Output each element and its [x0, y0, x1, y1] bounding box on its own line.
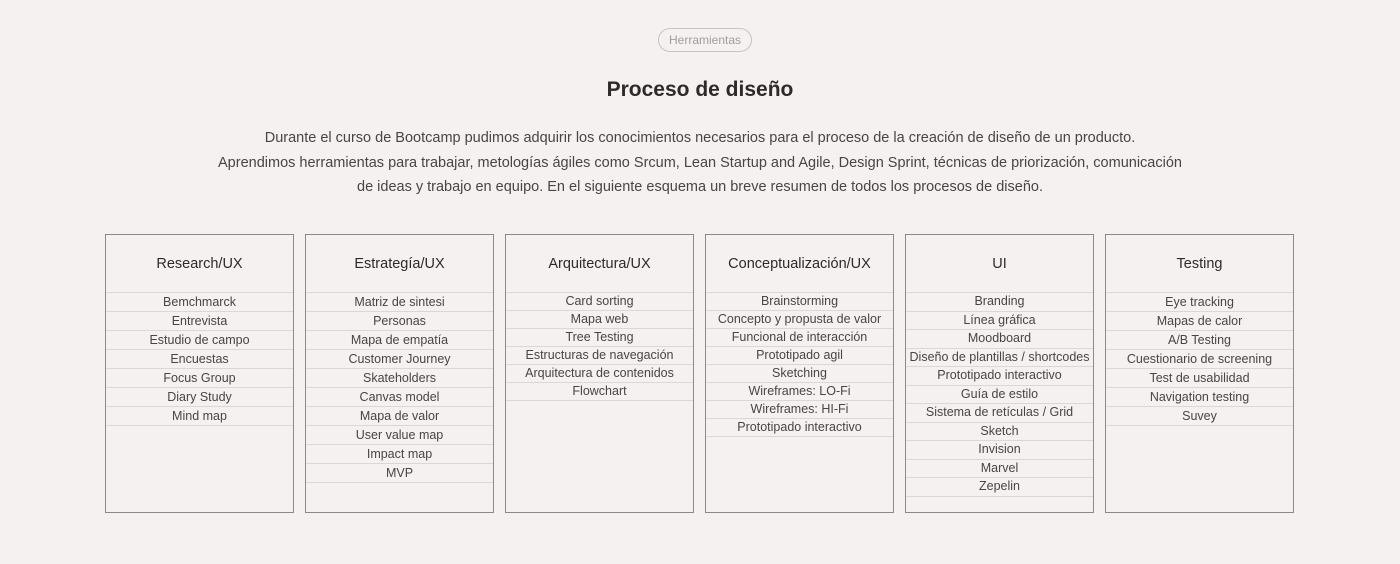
list-item: Personas [306, 312, 493, 331]
list-item: Skateholders [306, 369, 493, 388]
list-item: Mapa de empatía [306, 331, 493, 350]
column-title: Testing [1106, 235, 1293, 293]
list-item: Flowchart [506, 383, 693, 401]
column-title: Conceptualización/UX [706, 235, 893, 293]
list-item: Eye tracking [1106, 293, 1293, 312]
list-item: Prototipado interactivo [906, 367, 1093, 386]
list-item: Card sorting [506, 293, 693, 311]
list-item: Wireframes: HI-Fi [706, 401, 893, 419]
list-item: MVP [306, 464, 493, 483]
column-title: Estrategía/UX [306, 235, 493, 293]
column-ui [905, 234, 1094, 513]
column-research-ux [105, 234, 294, 513]
page-title: Proceso de diseño [606, 78, 794, 101]
column-testing [1105, 234, 1294, 513]
column-items [506, 293, 693, 401]
list-item: A/B Testing [1106, 331, 1293, 350]
column-items [306, 293, 493, 483]
column-title: UI [906, 235, 1093, 293]
list-item: Arquitectura de contenidos [506, 365, 693, 383]
intro-line-3: de ideas y trabajo en equipo. En el siguiente esquema un breve resumen de todos los procesos de diseño. [357, 179, 1043, 195]
list-item: Branding [906, 293, 1093, 312]
column-estrategia-ux [305, 234, 494, 513]
list-item: Entrevista [106, 312, 293, 331]
list-item: Estructuras de navegación [506, 347, 693, 365]
list-item: Moodboard [906, 330, 1093, 349]
list-item: Mapa de valor [306, 407, 493, 426]
list-item: Línea gráfica [906, 312, 1093, 331]
list-item: Suvey [1106, 407, 1293, 426]
list-item: Tree Testing [506, 329, 693, 347]
intro-line-2: Aprendimos herramientas para trabajar, metologías ágiles como Srcum, Lean Startup and Agile, Design Sprint, técnicas de priorización, comunicación [218, 154, 1182, 171]
list-item: Estudio de campo [106, 331, 293, 350]
list-item: Diseño de plantillas / shortcodes [906, 349, 1093, 368]
column-title: Research/UX [106, 235, 293, 293]
list-item: Wireframes: LO-Fi [706, 383, 893, 401]
process-columns [105, 234, 1294, 513]
list-item: Zepelin [906, 478, 1093, 497]
list-item: Matriz de sintesi [306, 293, 493, 312]
column-items [706, 293, 893, 437]
list-item: Mapas de calor [1106, 312, 1293, 331]
list-item: Prototipado interactivo [706, 419, 893, 437]
column-arquitectura-ux [505, 234, 694, 513]
list-item: Prototipado agil [706, 347, 893, 365]
list-item: Sistema de retículas / Grid [906, 404, 1093, 423]
column-conceptualizacion-ux [705, 234, 894, 513]
list-item: Concepto y propusta de valor [706, 311, 893, 329]
column-items [106, 293, 293, 426]
list-item: Mind map [106, 407, 293, 426]
list-item: Test de usabilidad [1106, 369, 1293, 388]
intro-paragraph [190, 126, 1210, 200]
list-item: Brainstorming [706, 293, 893, 311]
list-item: Focus Group [106, 369, 293, 388]
list-item: Invision [906, 441, 1093, 460]
list-item: Impact map [306, 445, 493, 464]
list-item: Encuestas [106, 350, 293, 369]
list-item: Bemchmarck [106, 293, 293, 312]
list-item: Funcional de interacción [706, 329, 893, 347]
herramientas-badge[interactable]: Herramientas [658, 28, 752, 52]
list-item: Marvel [906, 460, 1093, 479]
list-item: Cuestionario de screening [1106, 350, 1293, 369]
list-item: Guía de estilo [906, 386, 1093, 405]
list-item: Navigation testing [1106, 388, 1293, 407]
column-items [1106, 293, 1293, 426]
list-item: Sketching [706, 365, 893, 383]
list-item: Mapa web [506, 311, 693, 329]
list-item: Customer Journey [306, 350, 493, 369]
column-items [906, 293, 1093, 497]
list-item: User value map [306, 426, 493, 445]
list-item: Canvas model [306, 388, 493, 407]
list-item: Sketch [906, 423, 1093, 442]
intro-line-1: Durante el curso de Bootcamp pudimos adquirir los conocimientos necesarios para el proceso de la creación de diseño de un producto. [264, 130, 1136, 146]
column-title: Arquitectura/UX [506, 235, 693, 293]
list-item: Diary Study [106, 388, 293, 407]
